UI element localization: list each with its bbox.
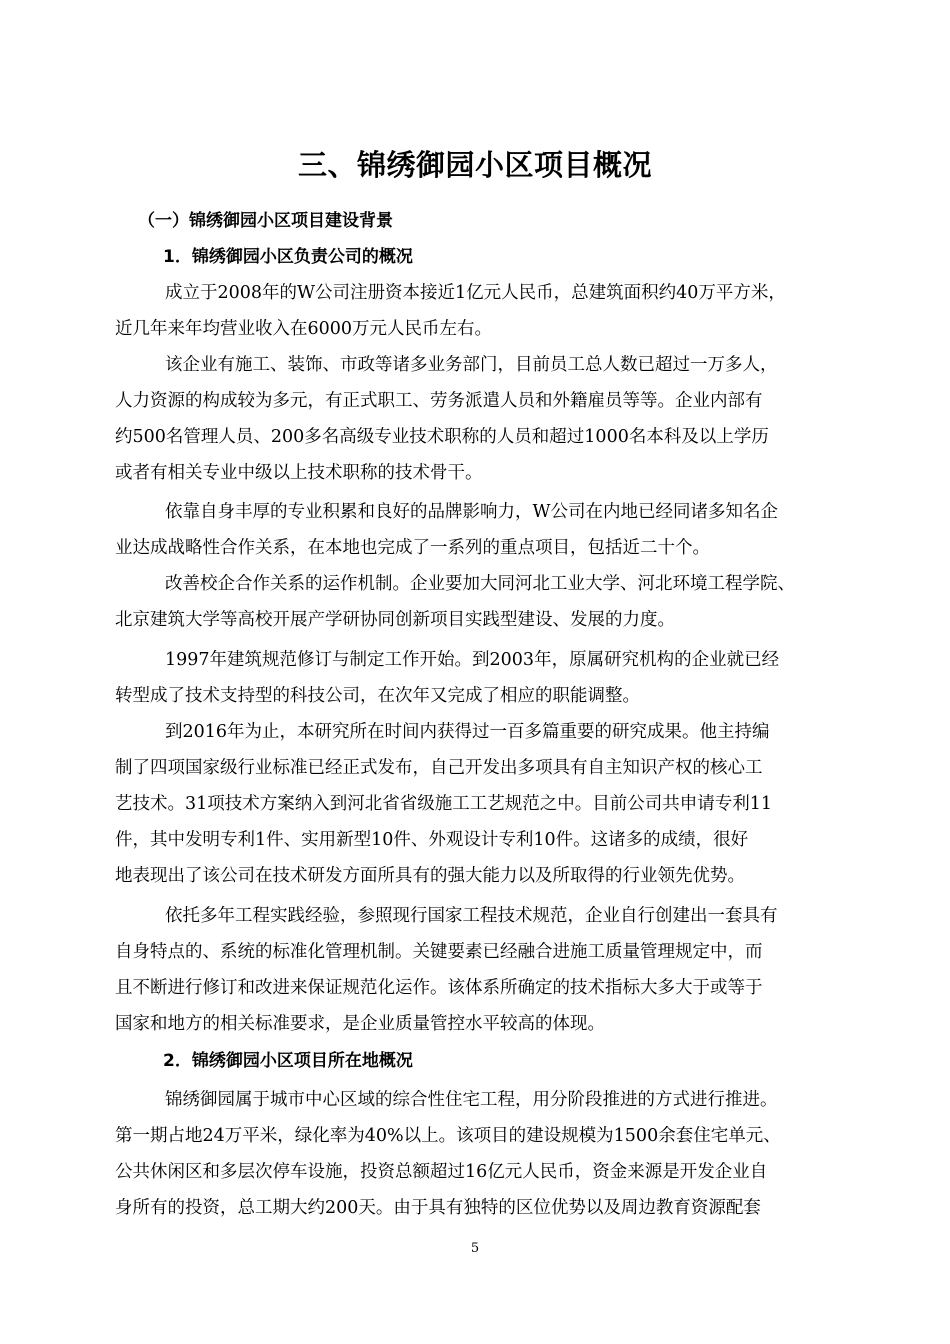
paragraph-line: 第一期占地24万平米，绿化率为40%以上。该项目的建设规模为1500余套住宅单元、 <box>115 1126 781 1146</box>
paragraph-line: 件，其中发明专利1件、实用新型10件、外观设计专利10件。这诸多的成绩，很好 <box>115 830 749 850</box>
paragraph-line: 转型成了技术支持型的科技公司，在次年又完成了相应的职能调整。 <box>115 686 640 706</box>
paragraph-line: 北京建筑大学等高校开展产学研协同创新项目实践型建设、发展的力度。 <box>115 610 675 630</box>
paragraph-line: 国家和地方的相关标准要求，是企业质量管控水平较高的体现。 <box>115 1014 605 1034</box>
paragraph-line: 制了四项国家级行业标准已经正式发布，自己开发出多项具有自主知识产权的核心工 <box>115 758 763 778</box>
subsection-heading: 2．锦绣御园小区项目所在地概况 <box>163 1051 413 1071</box>
page-number: 5 <box>470 1241 480 1256</box>
paragraph-line: 到2016年为止，本研究所在时间内获得过一百多篇重要的研究成果。他主持编 <box>165 722 770 742</box>
subsection-heading: 1．锦绣御园小区负责公司的概况 <box>163 247 413 267</box>
paragraph-line: 业达成战略性合作关系，在本地也完成了一系列的重点项目，包括近二十个。 <box>115 538 710 558</box>
paragraph-line: 身所有的投资，总工期大约200天。由于具有独特的区位优势以及周边教育资源配套 <box>115 1198 761 1218</box>
paragraph-line: 且不断进行修订和改进来保证规范化运作。该体系所确定的技术指标大多大于或等于 <box>115 978 763 998</box>
paragraph-line: 自身特点的、系统的标准化管理机制。关键要素已经融合进施工质量管理规定中，而 <box>115 942 763 962</box>
paragraph-line: 依靠自身丰厚的专业积累和良好的品牌影响力，W公司在内地已经同诸多知名企 <box>165 502 778 522</box>
paragraph-line: 人力资源的构成较为多元，有正式职工、劳务派遣人员和外籍雇员等等。企业内部有 <box>115 391 763 411</box>
paragraph-line: 近几年来年均营业收入在6000万元人民币左右。 <box>115 319 493 339</box>
paragraph-line: 艺技术。31项技术方案纳入到河北省省级施工工艺规范之中。目前公司共申请专利11 <box>115 794 773 814</box>
paragraph-line: 该企业有施工、装饰、市政等诸多业务部门，目前员工总人数已超过一万多人， <box>165 355 778 375</box>
paragraph-line: 公共休闲区和多层次停车设施，投资总额超过16亿元人民币，资金来源是开发企业自 <box>115 1162 768 1182</box>
page-title: 三、锦绣御园小区项目概况 <box>297 148 652 182</box>
paragraph-line: 约500名管理人员、200多名高级专业技术职称的人员和超过1000名本科及以上学历 <box>115 427 769 447</box>
section-heading: （一）锦绣御园小区项目建设背景 <box>138 211 393 231</box>
paragraph-line: 锦绣御园属于城市中心区域的综合性住宅工程，用分阶段推进的方式进行推进。 <box>165 1090 778 1110</box>
paragraph-line: 依托多年工程实践经验，参照现行国家工程技术规范，企业自行创建出一套具有 <box>165 906 778 926</box>
paragraph-line: 地表现出了该公司在技术研发方面所具有的强大能力以及所取得的行业领先优势。 <box>115 866 745 886</box>
paragraph-line: 改善校企合作关系的运作机制。企业要加大同河北工业大学、河北环境工程学院、 <box>165 574 795 594</box>
paragraph-line: 或者有相关专业中级以上技术职称的技术骨干。 <box>115 463 483 483</box>
paragraph-line: 成立于2008年的W公司注册资本接近1亿元人民币，总建筑面积约40万平方米， <box>165 283 786 303</box>
paragraph-line: 1997年建筑规范修订与制定工作开始。到2003年，原属研究机构的企业就已经 <box>165 650 780 670</box>
